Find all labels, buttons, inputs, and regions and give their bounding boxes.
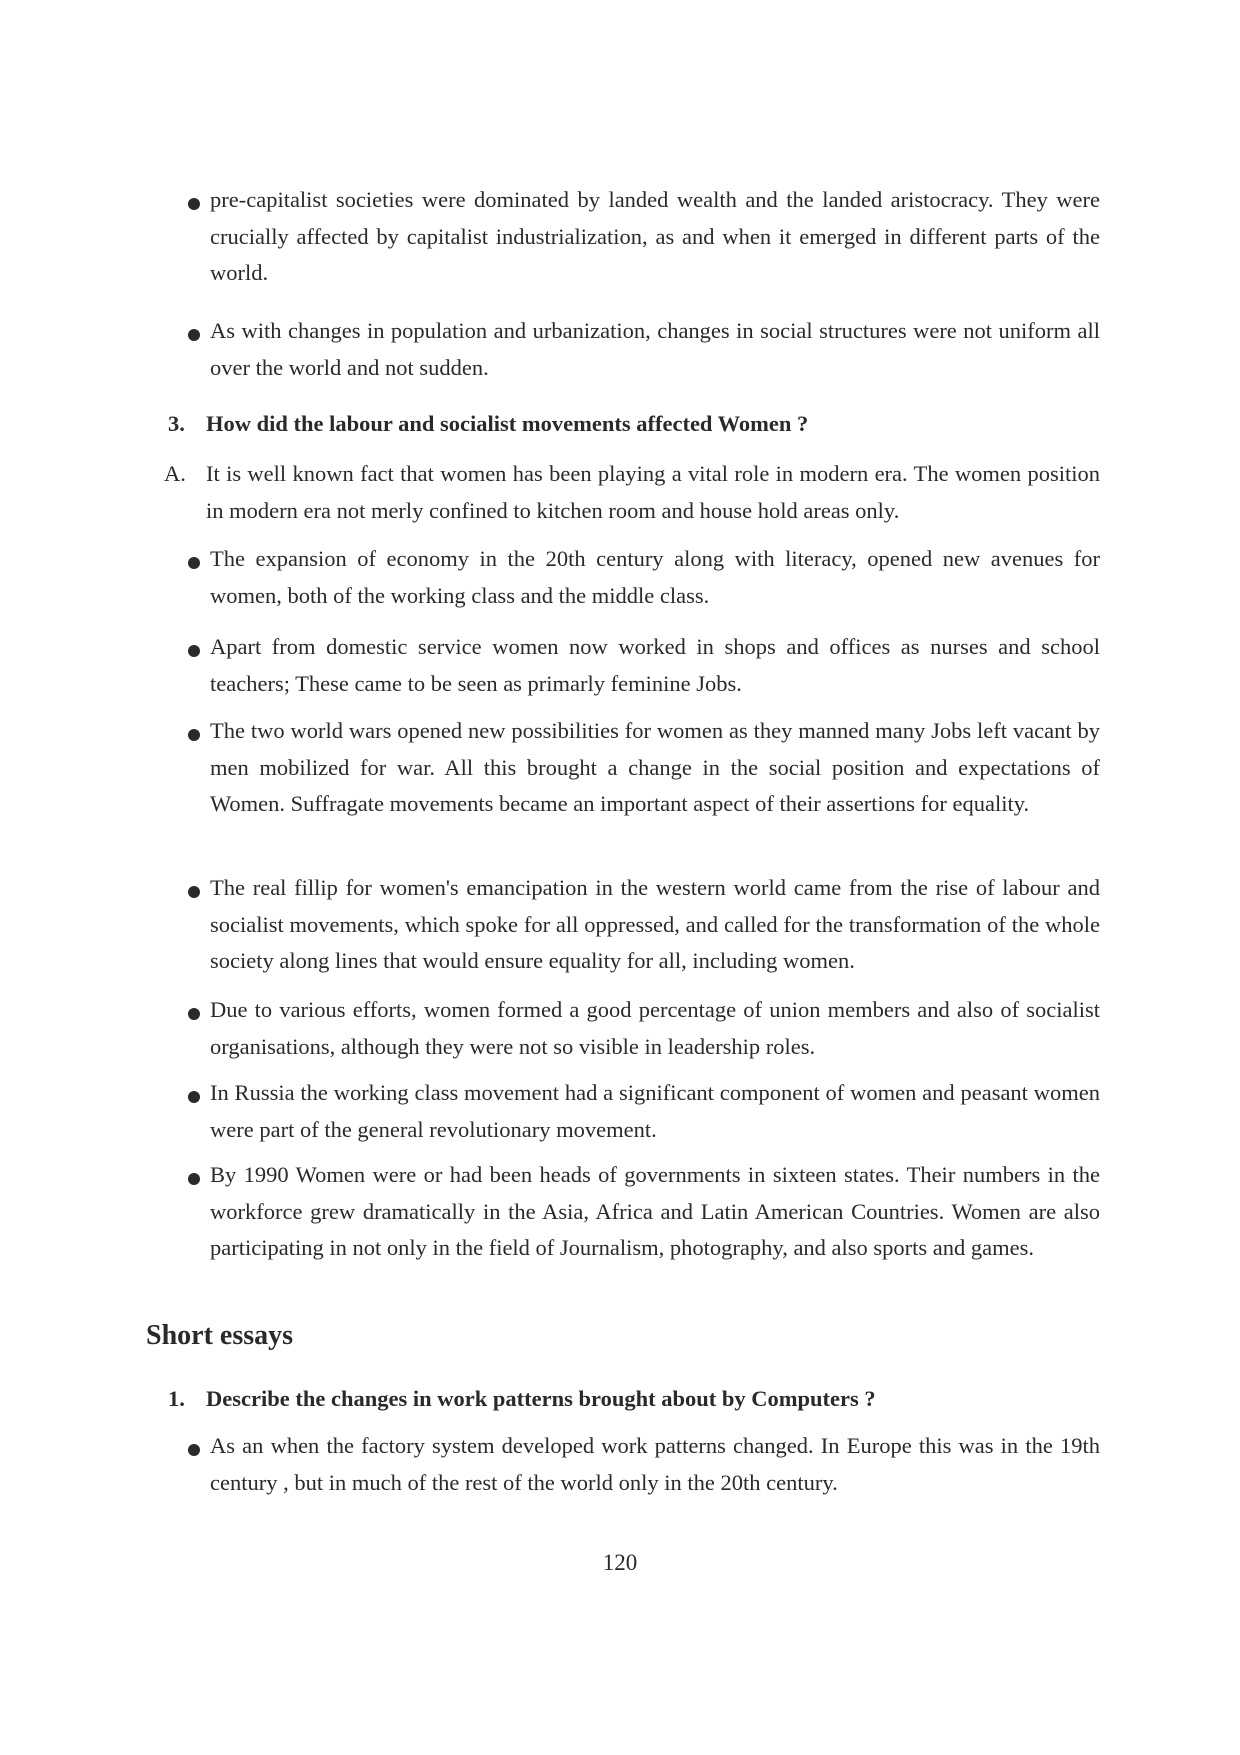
- question-number: 3.: [168, 411, 185, 436]
- bullet-item: [210, 541, 1100, 614]
- bullet-text: Apart from domestic service women now worked in shops and offices as nurses and school teachers; These came to be seen as primarly feminine Jobs.: [210, 634, 1100, 696]
- bullet-item: [210, 992, 1100, 1065]
- bullet-dot-icon: [188, 645, 200, 657]
- bullet-text: Due to various efforts, women formed a good percentage of union members and also of socialist organisations, although they were not so visible in leadership roles.: [210, 997, 1100, 1059]
- bullet-text: The two world wars opened new possibilities for women as they manned many Jobs left vacant by men mobilized for war. All this brought a change in the social position and expectations of Women. Suffragate movements became an important aspect of their assertions for equality.: [210, 718, 1100, 816]
- bullet-item: [210, 713, 1100, 823]
- answer-label: A.: [164, 461, 186, 486]
- bullet-dot-icon: [188, 729, 200, 741]
- bullet-dot-icon: [188, 1444, 200, 1456]
- bullet-dot-icon: [188, 1008, 200, 1020]
- answer-text: It is well known fact that women has been playing a vital role in modern era. The women position in modern era not merly confined to kitchen room and house hold areas only.: [206, 461, 1100, 523]
- bullet-item: [210, 1075, 1100, 1148]
- section-heading: Short essays: [146, 1320, 294, 1351]
- bullet-item: [210, 1157, 1100, 1267]
- bullet-item: [210, 1428, 1100, 1501]
- question-text: How did the labour and socialist movements affected Women ?: [206, 411, 809, 436]
- bullet-dot-icon: [188, 1173, 200, 1185]
- bullet-text: In Russia the working class movement had a significant component of women and peasant women were part of the general revolutionary movement.: [210, 1080, 1100, 1142]
- bullet-text: As with changes in population and urbanization, changes in social structures were not uniform all over the world and not sudden.: [210, 318, 1100, 380]
- bullet-text: The expansion of economy in the 20th century along with literacy, opened new avenues for women, both of the working class and the middle class.: [210, 546, 1100, 608]
- bullet-dot-icon: [188, 1091, 200, 1103]
- bullet-item: [210, 629, 1100, 702]
- bullet-text: pre-capitalist societies were dominated by landed wealth and the landed aristocracy. They were crucially affected by capitalist industrialization, as and when it emerged in different parts of the world.: [210, 187, 1100, 285]
- bullet-dot-icon: [188, 557, 200, 569]
- question-number: 1.: [168, 1386, 185, 1411]
- bullet-item: [210, 870, 1100, 980]
- bullet-text: As an when the factory system developed work patterns changed. In Europe this was in the 19th century , but in much of the rest of the world only in the 20th century.: [210, 1433, 1100, 1495]
- bullet-text: By 1990 Women were or had been heads of governments in sixteen states. Their numbers in the workforce grew dramatically in the Asia, Africa and Latin American Countries. Women are also participating in not only in the field of Journalism, photography, and also sports and games.: [210, 1162, 1100, 1260]
- question-text: Describe the changes in work patterns brought about by Computers ?: [206, 1386, 876, 1411]
- answer-paragraph: [164, 456, 1100, 529]
- bullet-dot-icon: [188, 198, 200, 210]
- bullet-text: The real fillip for women's emancipation in the western world came from the rise of labour and socialist movements, which spoke for all oppressed, and called for the transformation of the whole society along lines that would ensure equality for all, including women.: [210, 875, 1100, 973]
- bullet-item: [210, 182, 1100, 292]
- page-number: 120: [602, 1550, 638, 1575]
- bullet-item: [210, 313, 1100, 386]
- bullet-dot-icon: [188, 886, 200, 898]
- bullet-dot-icon: [188, 329, 200, 341]
